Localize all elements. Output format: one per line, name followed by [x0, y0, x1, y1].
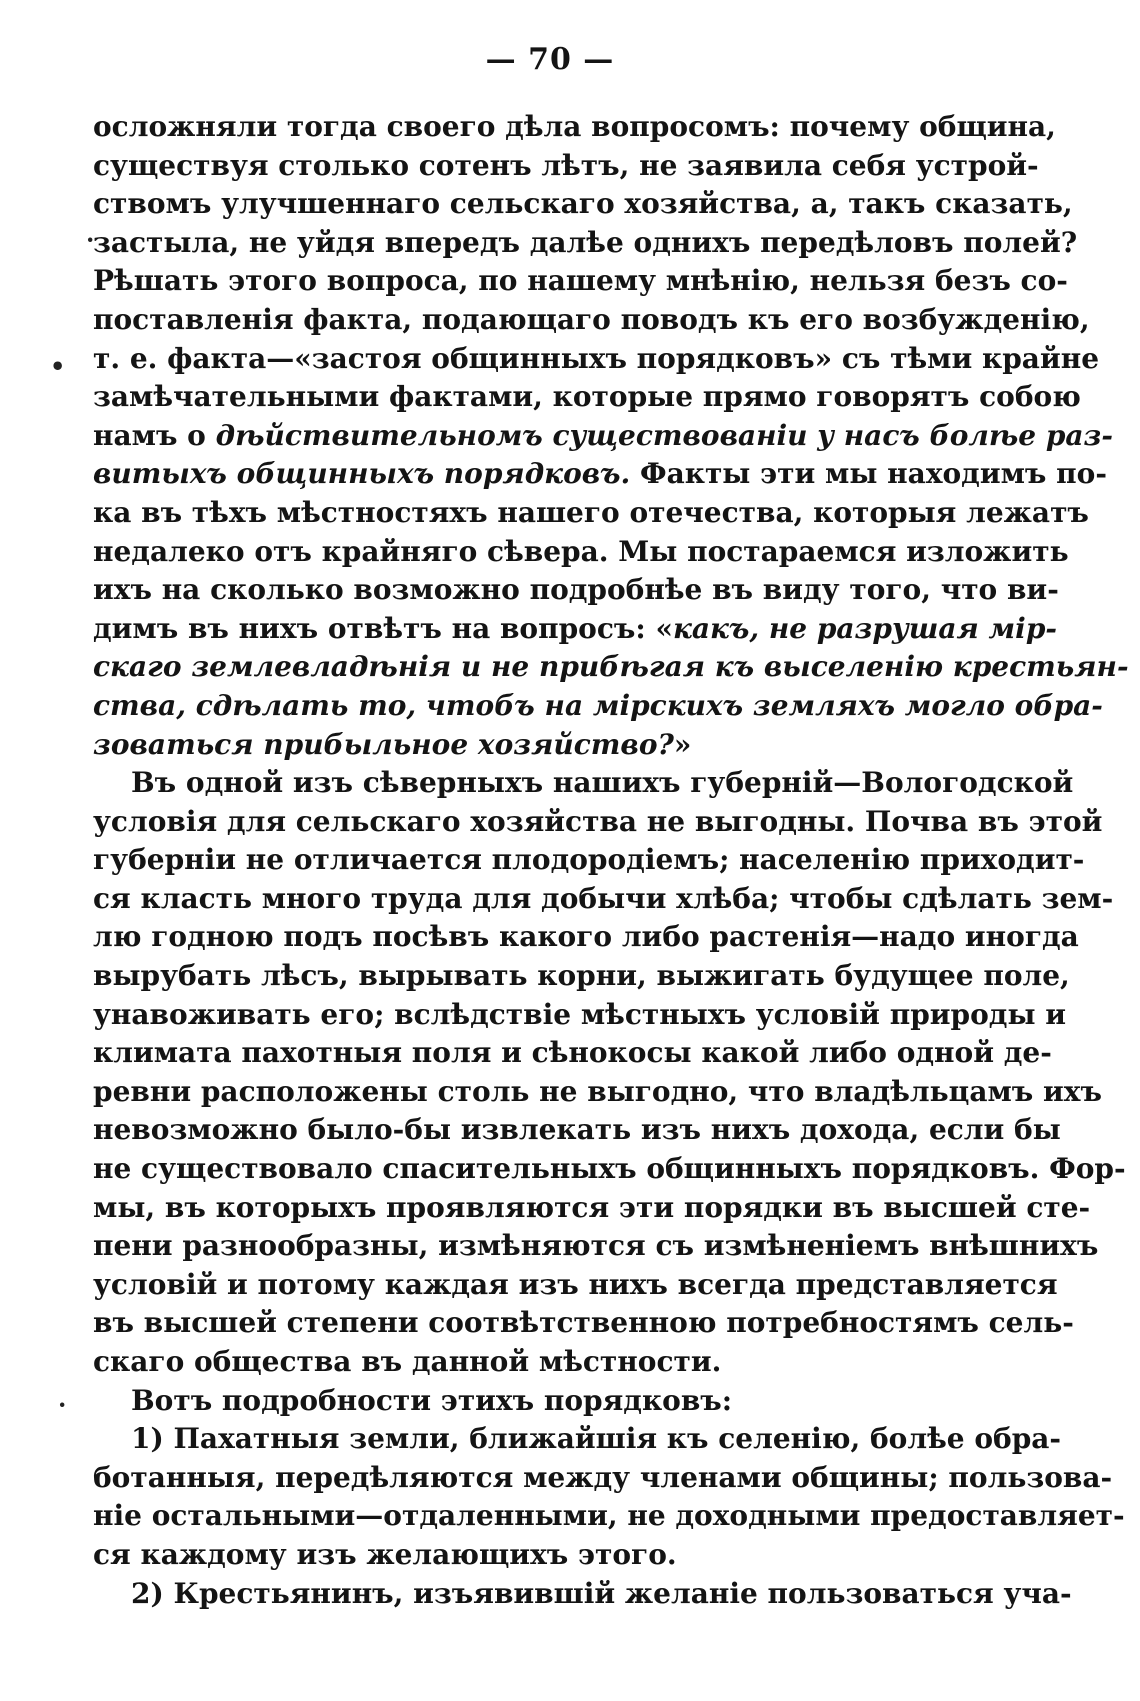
italic-run: зоваться прибыльное хозяйство?	[93, 727, 674, 761]
text-line: условій и потому каждая изъ нихъ всегда представляется	[93, 1267, 1058, 1301]
italic-run: витыхъ общинныхъ порядковъ.	[93, 457, 631, 491]
text-line: поставленія факта, подающаго поводъ къ его возбужденію,	[93, 302, 1090, 336]
text-line	[93, 455, 1107, 494]
text-line: т. е. факта—«застоя общинныхъ порядковъ» съ тѣми крайне	[93, 341, 1100, 375]
text-line: ствомъ улучшеннаго сельскаго хозяйства, а, такъ сказать,	[93, 187, 1073, 221]
body-text	[93, 108, 1129, 1613]
margin-mark: ·	[86, 225, 95, 254]
text-line: условія для сельскаго хозяйства не выгодны. Почва въ этой	[93, 804, 1103, 838]
text-line: 2) Крестьянинъ, изъявившій желаніе пользоваться уча-	[131, 1576, 1072, 1610]
text-line: осложняли тогда своего дѣла вопросомъ: почему община,	[93, 110, 1056, 143]
text-line: ся каждому изъ желающихъ этого.	[93, 1537, 677, 1571]
text-line: ка въ тѣхъ мѣстностяхъ нашего отечества, которыя лежатъ	[93, 495, 1089, 529]
text-line: недалеко отъ крайняго сѣвера. Мы постараемся изложить	[93, 534, 1069, 568]
text-line: пени разнообразны, измѣняются съ измѣненіемъ внѣшнихъ	[93, 1229, 1099, 1263]
italic-run: дѣйствительномъ существованіи у насъ болѣе раз-	[215, 418, 1114, 452]
text-line: ихъ на сколько возможно подробнѣе въ виду того, что ви-	[93, 573, 1059, 607]
text-line: невозможно было-бы извлекать изъ нихъ дохода, если бы	[93, 1113, 1061, 1147]
italic-run: какъ, не разрушая мір-	[672, 611, 1058, 645]
margin-mark: ·	[58, 1390, 67, 1419]
text-line: скаго общества въ данной мѣстности.	[93, 1345, 722, 1378]
text-line: ботанныя, передѣляются между членами общины; пользова-	[93, 1460, 1113, 1494]
text-line	[93, 610, 1058, 649]
margin-mark: •	[50, 352, 66, 381]
text-line: Въ одной изъ сѣверныхъ нашихъ губерній—Вологодской	[131, 766, 1074, 800]
text-line: Рѣшать этого вопроса, по нашему мнѣнію, нельзя безъ со-	[93, 264, 1068, 298]
text-line: лю годною подъ посѣвъ какого либо растенія—надо иногда	[93, 920, 1079, 954]
text-line: ревни расположены столь не выгодно, что владѣльцамъ ихъ	[93, 1074, 1102, 1108]
text-run: Факты эти мы находимъ по-	[630, 457, 1107, 491]
text-line: ніе остальными—отдаленными, не доходными предоставляет-	[93, 1499, 1125, 1533]
text-run: намъ о	[93, 418, 216, 452]
text-line: 1) Пахатныя земли, ближайшія къ селенію, болѣе обра-	[131, 1422, 1062, 1456]
text-line	[93, 687, 1103, 726]
text-line: вырубать лѣсъ, вырывать корни, выжигать будущее поле,	[93, 959, 1070, 993]
text-run: димъ въ нихъ отвѣтъ на вопросъ: «	[93, 611, 673, 645]
text-line: унавоживать его; вслѣдствіе мѣстныхъ условій природы и	[93, 997, 1067, 1031]
text-line: губерніи не отличается плодородіемъ; населенію приходит-	[93, 843, 1085, 877]
text-line: ся класть много труда для добычи хлѣба; чтобы сдѣлать зем-	[93, 881, 1114, 915]
page-number: — 70 —	[485, 42, 615, 77]
text-line: не существовало спасительныхъ общинныхъ порядковъ. Фор-	[93, 1152, 1126, 1186]
text-line: въ высшей степени соотвѣтственною потребностямъ сель-	[93, 1306, 1074, 1340]
text-run: »	[673, 727, 692, 761]
text-line: Вотъ подробности этихъ порядковъ:	[131, 1383, 733, 1417]
text-line: существуя столько сотенъ лѣтъ, не заявила себя устрой-	[93, 148, 1039, 182]
text-line: замѣчательными фактами, которые прямо говорятъ собою	[93, 380, 1081, 414]
text-line	[93, 417, 1114, 456]
text-line: мы, въ которыхъ проявляются эти порядки въ высшей сте-	[93, 1190, 1091, 1224]
text-line: застыла, не уйдя впередъ далѣе однихъ передѣловъ полей?	[93, 225, 1078, 259]
text-line	[93, 648, 1129, 687]
italic-run: ства, сдѣлать то, чтобъ на мірскихъ земляхъ могло обра-	[93, 688, 1103, 722]
italic-run: скаго землевладѣнія и не прибѣгая къ выселенію крестьян-	[93, 650, 1129, 684]
text-line	[93, 726, 1003, 765]
text-line: климата пахотныя поля и сѣнокосы какой либо одной де-	[93, 1036, 1052, 1070]
